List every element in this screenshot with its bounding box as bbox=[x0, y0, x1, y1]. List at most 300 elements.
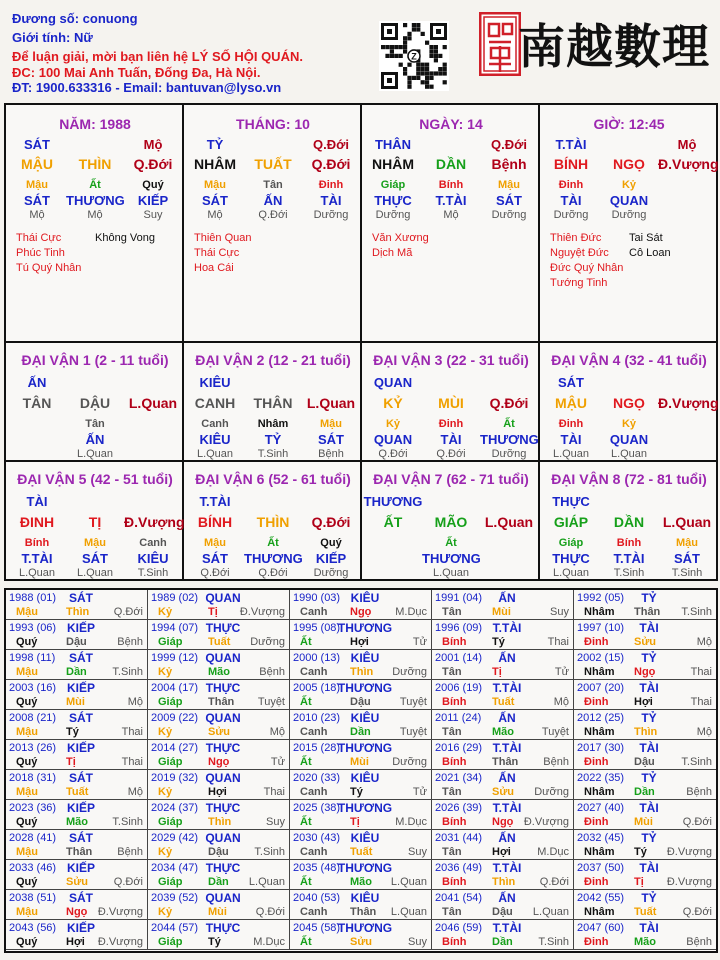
year-branch: Thìn bbox=[634, 726, 658, 738]
year-label: 2022 (35) bbox=[577, 772, 625, 784]
cell-text: Giáp bbox=[380, 179, 406, 191]
year-god: SÁT bbox=[69, 771, 93, 785]
year-stem: Giáp bbox=[158, 816, 183, 828]
cell-text: Mậu bbox=[26, 179, 48, 191]
year-label: 2023 (36) bbox=[9, 802, 57, 814]
year-cell[interactable] bbox=[148, 710, 290, 740]
year-stem: Giáp bbox=[158, 636, 183, 648]
cell-text: Q.Đới bbox=[133, 156, 173, 172]
year-label: 1988 (01) bbox=[9, 592, 57, 604]
year-cell[interactable] bbox=[6, 800, 148, 830]
year-cell[interactable] bbox=[432, 590, 574, 620]
year-label: 2007 (20) bbox=[577, 682, 625, 694]
cell-text: Đinh bbox=[438, 418, 464, 430]
cell-text: L.Quan bbox=[610, 448, 648, 460]
year-cell[interactable] bbox=[574, 680, 716, 710]
year-cell[interactable] bbox=[432, 770, 574, 800]
year-branch: Mùi bbox=[66, 696, 85, 708]
year-label: 1997 (10) bbox=[577, 622, 625, 634]
year-god: THỰC bbox=[205, 921, 241, 935]
year-stem: Nhâm bbox=[584, 726, 615, 738]
cell-text: Mậu bbox=[204, 179, 226, 191]
year-cell[interactable] bbox=[574, 590, 716, 620]
year-god: KIÊU bbox=[350, 711, 380, 725]
year-phase: Bệnh bbox=[259, 666, 285, 678]
year-label: 2044 (57) bbox=[151, 922, 199, 934]
year-stem: Ất bbox=[300, 696, 312, 708]
year-cell[interactable] bbox=[148, 680, 290, 710]
year-phase: Suy bbox=[408, 846, 427, 858]
dai-van-cell[interactable] bbox=[184, 343, 362, 460]
year-cell[interactable] bbox=[6, 890, 148, 920]
year-cell[interactable] bbox=[432, 680, 574, 710]
cell-text: Mậu bbox=[204, 537, 226, 549]
year-label: 2009 (22) bbox=[151, 712, 199, 724]
year-cell[interactable] bbox=[148, 830, 290, 860]
shen-sha-star: Thái Cực bbox=[16, 232, 62, 244]
year-label: 2004 (17) bbox=[151, 682, 199, 694]
year-phase: Suy bbox=[266, 816, 285, 828]
cell-text bbox=[422, 137, 480, 152]
year-label: 2045 (58) bbox=[293, 922, 341, 934]
cell-text: Quý bbox=[320, 537, 342, 549]
year-phase: Đ.Vượng bbox=[666, 846, 712, 858]
year-label: 2010 (23) bbox=[293, 712, 341, 724]
year-label: 2043 (56) bbox=[9, 922, 57, 934]
cell-text: Ất bbox=[503, 418, 515, 430]
year-cell[interactable] bbox=[432, 710, 574, 740]
year-cell[interactable] bbox=[574, 650, 716, 680]
year-cell[interactable] bbox=[290, 860, 432, 890]
year-phase: Mộ bbox=[127, 786, 143, 798]
cell-text: SÁT bbox=[496, 193, 522, 208]
year-branch: Ngọ bbox=[492, 816, 514, 828]
year-stem: Mậu bbox=[16, 726, 38, 738]
cell-text: Ất bbox=[89, 179, 101, 191]
dai-van-cell[interactable] bbox=[6, 343, 184, 460]
cell-text: Mộ bbox=[677, 137, 697, 152]
year-cell[interactable] bbox=[290, 830, 432, 860]
year-phase: Dưỡng bbox=[392, 756, 427, 768]
cell-text: Dưỡng bbox=[611, 209, 647, 221]
year-phase: T.Sinh bbox=[112, 666, 143, 678]
year-cell[interactable] bbox=[6, 770, 148, 800]
year-phase: M.Dục bbox=[537, 846, 569, 858]
year-branch: Tý bbox=[66, 726, 79, 738]
year-label: 1995 (08) bbox=[293, 622, 341, 634]
year-stem: Giáp bbox=[158, 756, 183, 768]
year-stem: Ất bbox=[300, 636, 312, 648]
cell-text: SÁT bbox=[24, 193, 50, 208]
cell-text bbox=[124, 418, 182, 430]
year-label: 2029 (42) bbox=[151, 832, 199, 844]
dai-van-title: ĐẠI VẬN 2 (12 - 21 tuổi) bbox=[195, 352, 351, 368]
year-cell[interactable] bbox=[290, 590, 432, 620]
annual-luck-table bbox=[4, 588, 718, 953]
year-cell[interactable] bbox=[432, 860, 574, 890]
year-branch: Thân bbox=[208, 696, 235, 708]
cell-text: T.TÀI bbox=[21, 551, 53, 566]
dai-van-title: ĐẠI VẬN 5 (42 - 51 tuổi) bbox=[17, 471, 173, 487]
year-cell[interactable] bbox=[290, 890, 432, 920]
pillar-column bbox=[6, 105, 184, 341]
year-cell[interactable] bbox=[6, 650, 148, 680]
cell-text: Dưỡng bbox=[313, 209, 349, 221]
year-god: QUAN bbox=[205, 771, 241, 785]
year-god: THƯƠNG bbox=[337, 741, 393, 755]
year-stem: Nhâm bbox=[584, 606, 615, 618]
cell-text: THƯƠNG bbox=[422, 551, 481, 566]
year-cell[interactable] bbox=[574, 770, 716, 800]
year-branch: Tý bbox=[208, 936, 221, 948]
year-stem: Quý bbox=[16, 636, 38, 648]
pillar-column bbox=[184, 105, 362, 341]
year-cell[interactable] bbox=[290, 650, 432, 680]
cell-text: L.Quan bbox=[128, 395, 178, 411]
year-cell[interactable] bbox=[574, 890, 716, 920]
year-phase: Tử bbox=[554, 666, 569, 678]
year-branch: Dần bbox=[634, 786, 655, 798]
year-god: T.TÀI bbox=[492, 621, 522, 635]
cell-text: TÀI bbox=[560, 432, 582, 447]
year-phase: Đ.Vượng bbox=[666, 876, 712, 888]
year-branch: Tuất bbox=[66, 786, 89, 798]
year-cell[interactable] bbox=[574, 860, 716, 890]
year-phase: Q.Đới bbox=[255, 906, 285, 918]
cell-text: Kỷ bbox=[385, 418, 401, 430]
year-phase: Thai bbox=[690, 666, 712, 678]
year-phase: M.Dục bbox=[395, 606, 427, 618]
pillar-title: THÁNG: 10 bbox=[236, 116, 310, 132]
cell-text bbox=[480, 551, 538, 566]
year-cell[interactable] bbox=[148, 740, 290, 770]
year-cell[interactable] bbox=[6, 860, 148, 890]
cell-text: T.TÀI bbox=[555, 137, 587, 152]
year-cell[interactable] bbox=[432, 920, 574, 950]
year-god: SÁT bbox=[69, 891, 93, 905]
year-cell[interactable] bbox=[432, 620, 574, 650]
year-cell[interactable] bbox=[574, 920, 716, 950]
year-god: TỶ bbox=[641, 771, 657, 785]
year-label: 2016 (29) bbox=[435, 742, 483, 754]
cell-text: L.Quan bbox=[432, 567, 470, 579]
year-branch: Thân bbox=[66, 846, 93, 858]
shen-sha-star: Tú Quý Nhân bbox=[16, 262, 82, 274]
year-phase: L.Quan bbox=[248, 876, 285, 888]
year-phase: Thai bbox=[547, 636, 569, 648]
year-label: 1998 (11) bbox=[9, 652, 56, 664]
cell-text: GIÁP bbox=[553, 514, 589, 530]
year-cell[interactable] bbox=[6, 710, 148, 740]
year-phase: Dưỡng bbox=[392, 666, 427, 678]
cell-text: TÀI bbox=[320, 193, 342, 208]
year-phase: Q.Đới bbox=[113, 606, 143, 618]
cell-text: BÍNH bbox=[553, 156, 589, 172]
cell-text: QUAN bbox=[373, 432, 413, 447]
year-phase: Đ.Vượng bbox=[523, 816, 569, 828]
year-cell[interactable] bbox=[6, 830, 148, 860]
year-phase: Đ.Vượng bbox=[97, 906, 143, 918]
cell-text bbox=[658, 418, 716, 430]
cell-text: Dưỡng bbox=[313, 567, 349, 579]
year-stem: Mậu bbox=[16, 906, 38, 918]
year-label: 2020 (33) bbox=[293, 772, 341, 784]
year-god: THỰC bbox=[205, 681, 241, 695]
cell-text: KIẾP bbox=[137, 193, 169, 208]
year-branch: Hợi bbox=[208, 786, 227, 798]
cell-text: DẦN bbox=[435, 156, 467, 172]
cell-text: Suy bbox=[143, 209, 163, 221]
year-cell[interactable] bbox=[290, 740, 432, 770]
dai-van-cell[interactable] bbox=[6, 462, 184, 579]
year-cell[interactable] bbox=[148, 620, 290, 650]
year-label: 2038 (51) bbox=[9, 892, 57, 904]
cell-text: Dưỡng bbox=[553, 209, 589, 221]
year-cell[interactable] bbox=[290, 770, 432, 800]
year-label: 2041 (54) bbox=[435, 892, 483, 904]
cell-text: Nhâm bbox=[257, 418, 289, 430]
year-phase: Bệnh bbox=[686, 936, 712, 948]
year-god: KIẾP bbox=[66, 801, 96, 815]
shen-sha-star: Văn Xương bbox=[372, 232, 429, 244]
dai-van-cell[interactable] bbox=[184, 462, 362, 579]
brand-logo bbox=[476, 8, 716, 82]
cell-text: ẤN bbox=[85, 432, 105, 447]
year-branch: Dần bbox=[66, 666, 87, 678]
year-stem: Bính bbox=[442, 696, 467, 708]
cell-text: QUAN bbox=[609, 193, 649, 208]
year-label: 1996 (09) bbox=[435, 622, 483, 634]
shen-sha-star: Thiên Đức bbox=[550, 232, 602, 244]
cell-text: Mộ bbox=[29, 209, 45, 221]
year-branch: Thìn bbox=[492, 876, 516, 888]
year-stem: Canh bbox=[300, 786, 328, 798]
dai-van-god: THƯƠNG bbox=[363, 494, 423, 509]
chart-grid bbox=[4, 103, 718, 581]
year-cell[interactable] bbox=[148, 650, 290, 680]
cell-text bbox=[658, 432, 716, 447]
year-cell[interactable] bbox=[574, 620, 716, 650]
year-stem: Kỷ bbox=[158, 726, 173, 738]
year-stem: Canh bbox=[300, 846, 328, 858]
year-branch: Tuất bbox=[350, 846, 373, 858]
cell-text: Bính bbox=[24, 537, 50, 549]
year-cell[interactable] bbox=[432, 740, 574, 770]
shen-sha-star: Phúc Tinh bbox=[16, 247, 65, 259]
year-god: TÀI bbox=[639, 621, 659, 635]
cell-text bbox=[480, 537, 538, 549]
cell-text: MÙI bbox=[438, 395, 464, 411]
year-branch: Sửu bbox=[350, 936, 373, 948]
year-god: TỶ bbox=[641, 591, 657, 605]
cell-text: Kỷ bbox=[621, 418, 637, 430]
year-branch: Tý bbox=[350, 786, 363, 798]
year-cell[interactable] bbox=[148, 590, 290, 620]
cell-text: L.Quan bbox=[662, 514, 712, 530]
year-cell[interactable] bbox=[6, 590, 148, 620]
cell-text: Đinh bbox=[558, 418, 584, 430]
year-god: THỰC bbox=[205, 741, 241, 755]
cell-text: Dưỡng bbox=[375, 209, 411, 221]
year-branch: Dần bbox=[350, 726, 371, 738]
cell-text: T.TÀI bbox=[435, 193, 467, 208]
year-cell[interactable] bbox=[574, 740, 716, 770]
year-cell[interactable] bbox=[148, 800, 290, 830]
year-branch: Tuất bbox=[208, 636, 231, 648]
year-cell[interactable] bbox=[432, 830, 574, 860]
qr-code-icon[interactable] bbox=[379, 21, 449, 91]
year-branch: Dậu bbox=[66, 636, 87, 648]
year-phase: Tuyệt bbox=[399, 726, 427, 738]
year-phase: Đ.Vượng bbox=[239, 606, 285, 618]
shen-sha-star: Thái Cực bbox=[194, 247, 240, 259]
year-phase: Mộ bbox=[696, 726, 712, 738]
cell-text: Giáp bbox=[558, 537, 584, 549]
cell-text: Canh bbox=[201, 418, 229, 430]
year-phase: Tuyệt bbox=[399, 696, 427, 708]
year-cell[interactable] bbox=[432, 800, 574, 830]
year-branch: Tị bbox=[350, 816, 360, 828]
dai-van-cell[interactable] bbox=[540, 462, 718, 579]
year-branch: Dậu bbox=[350, 696, 371, 708]
year-cell[interactable] bbox=[432, 890, 574, 920]
year-branch: Thìn bbox=[350, 666, 374, 678]
year-god: ẤN bbox=[498, 591, 516, 605]
year-label: 2025 (38) bbox=[293, 802, 341, 814]
year-cell[interactable] bbox=[6, 920, 148, 950]
year-cell[interactable] bbox=[148, 890, 290, 920]
year-stem: Nhâm bbox=[584, 906, 615, 918]
cell-text: NGỌ bbox=[613, 156, 645, 172]
cell-text: MẬU bbox=[555, 395, 587, 411]
year-god: KIẾP bbox=[66, 621, 96, 635]
year-branch: Tị bbox=[634, 876, 644, 888]
year-branch: Hợi bbox=[492, 846, 511, 858]
year-stem: Quý bbox=[16, 696, 38, 708]
year-label: 1991 (04) bbox=[435, 592, 483, 604]
year-god: QUAN bbox=[205, 651, 241, 665]
year-cell[interactable] bbox=[290, 710, 432, 740]
year-cell[interactable] bbox=[574, 800, 716, 830]
cell-text: Ất bbox=[267, 537, 279, 549]
year-stem: Đinh bbox=[584, 816, 609, 828]
year-cell[interactable] bbox=[574, 710, 716, 740]
cell-text: DẬU bbox=[79, 395, 111, 411]
year-cell[interactable] bbox=[148, 920, 290, 950]
cell-text: L.Quan bbox=[76, 567, 114, 579]
cell-text bbox=[244, 137, 302, 152]
year-phase: Thai bbox=[121, 756, 143, 768]
year-cell[interactable] bbox=[6, 680, 148, 710]
year-god: THƯƠNG bbox=[337, 681, 393, 695]
year-god: TÀI bbox=[639, 681, 659, 695]
cell-text: KIÊU bbox=[199, 432, 231, 447]
cell-text: Q.Đới bbox=[311, 514, 351, 530]
year-label: 1993 (06) bbox=[9, 622, 57, 634]
year-god: TỶ bbox=[641, 711, 657, 725]
year-cell[interactable] bbox=[148, 860, 290, 890]
year-cell[interactable] bbox=[6, 740, 148, 770]
dai-van-cell[interactable] bbox=[362, 462, 540, 579]
year-stem: Giáp bbox=[158, 936, 183, 948]
year-phase: Thai bbox=[121, 726, 143, 738]
year-god: SÁT bbox=[69, 651, 93, 665]
year-label: 2005 (18) bbox=[293, 682, 341, 694]
cell-text: NHÂM bbox=[194, 156, 236, 172]
cell-text: SÁT bbox=[202, 551, 228, 566]
year-branch: Dậu bbox=[492, 906, 513, 918]
cell-text bbox=[66, 137, 124, 152]
year-label: 2040 (53) bbox=[293, 892, 341, 904]
year-cell[interactable] bbox=[574, 830, 716, 860]
year-god: T.TÀI bbox=[492, 681, 522, 695]
dai-van-cell[interactable] bbox=[362, 343, 540, 460]
year-branch: Ngọ bbox=[350, 606, 372, 618]
cell-text bbox=[658, 448, 716, 460]
cell-text: TÀI bbox=[440, 432, 462, 447]
phone-email-line[interactable]: ĐT: 1900.633316 - Email: bantuvan@lyso.vn bbox=[12, 80, 282, 95]
cell-text: Q.Đới bbox=[378, 448, 408, 460]
year-god: TỶ bbox=[641, 651, 657, 665]
year-stem: Tân bbox=[442, 906, 462, 918]
year-label: 2008 (21) bbox=[9, 712, 57, 724]
cell-text: THÂN bbox=[253, 395, 293, 411]
shen-sha-star: Dịch Mã bbox=[372, 247, 413, 259]
year-stem: Ất bbox=[300, 876, 312, 888]
year-cell[interactable] bbox=[290, 920, 432, 950]
year-cell[interactable] bbox=[6, 620, 148, 650]
cell-text: THÌN bbox=[78, 156, 112, 172]
year-phase: Bệnh bbox=[117, 636, 143, 648]
year-cell[interactable] bbox=[432, 650, 574, 680]
year-cell[interactable] bbox=[290, 800, 432, 830]
year-branch: Tý bbox=[634, 846, 647, 858]
cell-text: T.Sinh bbox=[671, 567, 703, 579]
cell-text: Dưỡng bbox=[491, 209, 527, 221]
year-stem: Ất bbox=[300, 936, 312, 948]
year-stem: Bính bbox=[442, 756, 467, 768]
year-branch: Thân bbox=[634, 606, 661, 618]
cell-text: L.Quan bbox=[306, 395, 356, 411]
cell-text: L.Quan bbox=[552, 448, 590, 460]
year-branch: Mão bbox=[66, 816, 88, 828]
dai-van-cell[interactable] bbox=[540, 343, 718, 460]
year-label: 2013 (26) bbox=[9, 742, 57, 754]
year-label: 1990 (03) bbox=[293, 592, 341, 604]
cell-text: KỶ bbox=[383, 395, 403, 411]
year-god: KIẾP bbox=[66, 681, 96, 695]
year-phase: T.Sinh bbox=[681, 756, 712, 768]
year-cell[interactable] bbox=[148, 770, 290, 800]
year-cell[interactable] bbox=[290, 620, 432, 650]
dai-van-title: ĐẠI VẬN 1 (2 - 11 tuổi) bbox=[21, 352, 169, 368]
year-stem: Ất bbox=[300, 756, 312, 768]
cell-text: T.Sinh bbox=[137, 567, 169, 579]
cell-text: Q.Đới bbox=[436, 448, 466, 460]
cell-text: THƯƠNG bbox=[66, 193, 125, 208]
cell-text: T.TÀI bbox=[613, 551, 645, 566]
year-branch: Mão bbox=[208, 666, 230, 678]
year-god: T.TÀI bbox=[492, 741, 522, 755]
year-label: 2014 (27) bbox=[151, 742, 199, 754]
contact-notice: Để luận giải, mời bạn liên hệ LÝ SỐ HỘI QUÁN. bbox=[12, 49, 303, 64]
year-cell[interactable] bbox=[290, 680, 432, 710]
year-god: SÁT bbox=[69, 831, 93, 845]
cell-text: L.Quan bbox=[484, 514, 534, 530]
year-stem: Tân bbox=[442, 606, 462, 618]
cell-text: THỰC bbox=[374, 193, 412, 208]
year-god: ẤN bbox=[498, 891, 516, 905]
